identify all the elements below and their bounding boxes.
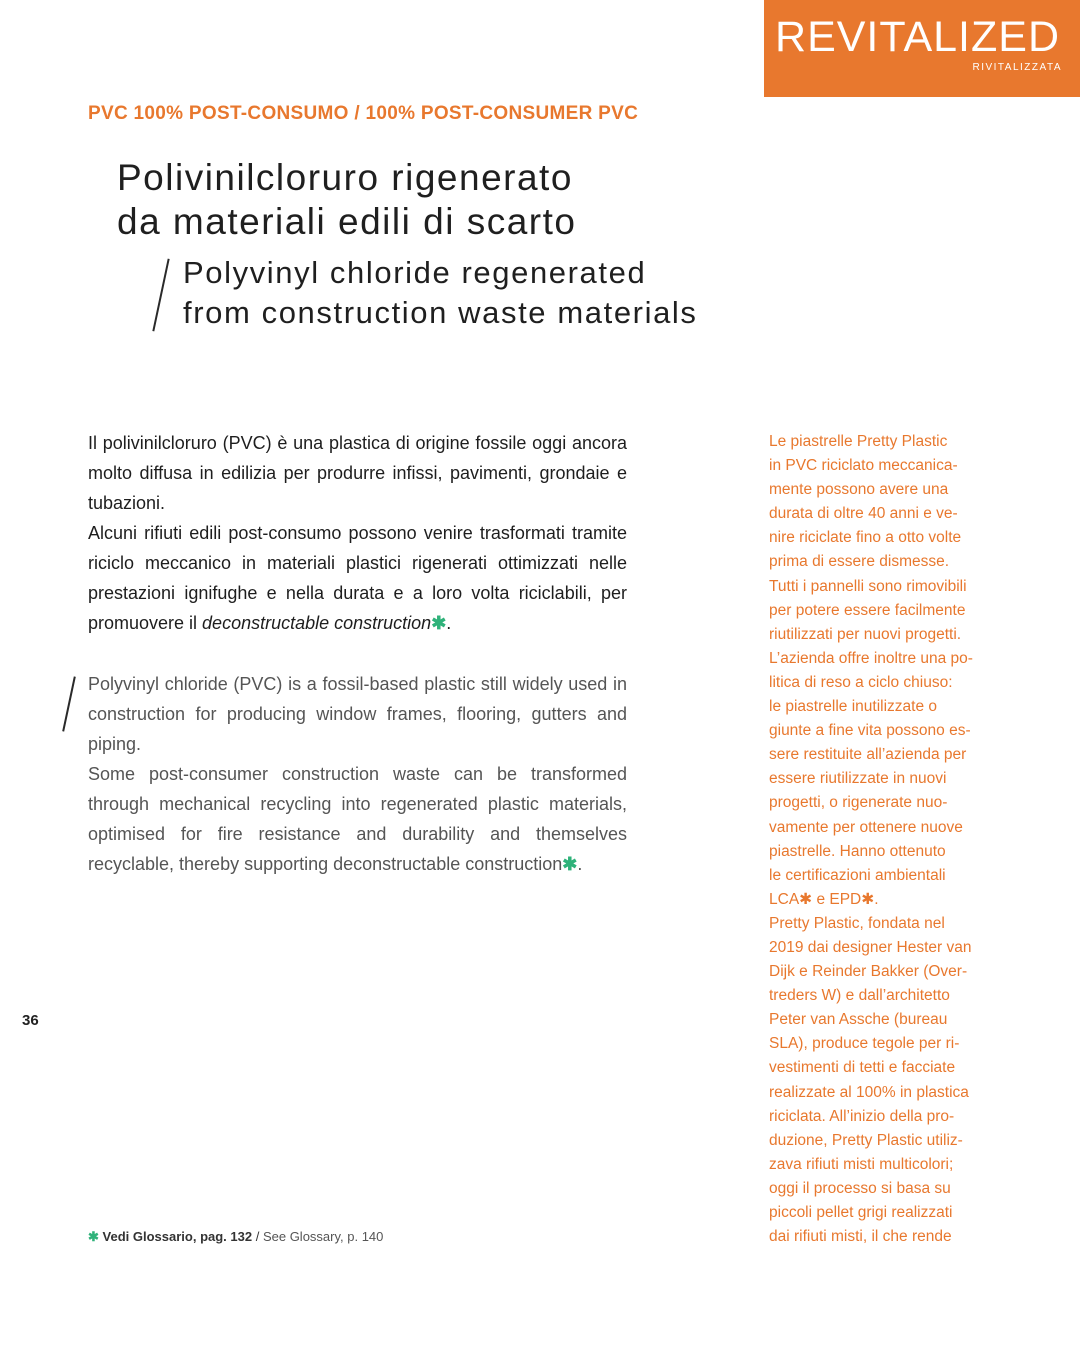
sidebar-line: 2019 dai designer Hester van	[769, 938, 972, 956]
sidebar-line: duzione, Pretty Plastic utiliz-	[769, 1131, 963, 1149]
glossary-asterisk-icon: ✱	[431, 613, 447, 633]
section-tab	[764, 0, 1080, 97]
title-english-line-2: from construction waste materials	[183, 295, 698, 330]
sidebar-line: le piastrelle inutilizzate o	[769, 698, 938, 716]
sidebar-line: vamente per ottenere nuove	[769, 818, 963, 836]
title-english-line-1: Polyvinyl chloride regenerated	[183, 255, 647, 290]
sidebar-line: Dijk e Reinder Bakker (Over-	[769, 963, 968, 981]
sidebar-line: in PVC riciclato meccanica-	[769, 457, 958, 475]
sidebar-text-column	[769, 430, 999, 1249]
sidebar-line: sere restituite all’azienda per	[769, 746, 967, 764]
sidebar-line: L’azienda offre inoltre una po-	[769, 649, 973, 667]
sidebar-line: zava rifiuti misti multicolori;	[769, 1155, 954, 1173]
sidebar-line: LCA✱ e EPD✱.	[769, 890, 879, 908]
kicker-heading: PVC 100% POST-CONSUMO / 100% POST-CONSUMER PVC	[88, 103, 639, 124]
italian-paragraph-2-end: .	[446, 613, 452, 633]
english-paragraph-2	[88, 759, 627, 879]
sidebar-line: essere riutilizzate in nuovi	[769, 770, 947, 788]
title-italian	[117, 156, 576, 244]
sidebar-line: mente possono avere una	[769, 481, 949, 499]
italian-paragraph-2-text: Alcuni rifiuti edili post-consumo possono venire trasformati tramite riciclo meccanico in materiali plastici rigenerati ottimizzati nelle prestazioni ignifughe e nella durata e a loro volta riciclabili, per promuovere il	[88, 523, 627, 633]
title-italian-line-2: da materiali edili di scarto	[117, 201, 577, 242]
sidebar-line: dai rifiuti misti, il che rende	[769, 1228, 952, 1246]
sidebar-line: Peter van Assche (bureau	[769, 1011, 948, 1029]
page-number: 36	[22, 1012, 39, 1029]
footnote-asterisk-icon: ✱	[88, 1229, 99, 1244]
glossary-asterisk-icon: ✱	[562, 854, 578, 874]
sidebar-line: per potere essere facilmente	[769, 601, 966, 619]
sidebar-line: riciclata. All’inizio della pro-	[769, 1107, 955, 1125]
italian-paragraph-2	[88, 518, 627, 638]
italian-term-deconstructable: deconstructable construction	[202, 613, 432, 633]
italian-paragraph-1: Il polivinilcloruro (PVC) è una plastica di origine fossile oggi ancora molto diffusa in edilizia per produrre infissi, pavimenti, grondaie e tubazioni.	[88, 433, 627, 513]
sidebar-line: nire riciclate fino a otto volte	[769, 529, 962, 547]
footnote-separator: /	[252, 1229, 263, 1244]
sidebar-line: SLA), produce tegole per ri-	[769, 1035, 960, 1053]
sidebar-line: oggi il processo si basa su	[769, 1179, 951, 1197]
sidebar-line: durata di oltre 40 anni e ve-	[769, 505, 958, 523]
sidebar-line: progetti, o rigenerate nuo-	[769, 794, 948, 812]
sidebar-line: Tutti i pannelli sono rimovibili	[769, 577, 967, 595]
sidebar-line: litica di reso a ciclo chiuso:	[769, 673, 953, 691]
sidebar-line: vestimenti di tetti e facciate	[769, 1059, 956, 1077]
sidebar-line: Le piastrelle Pretty Plastic	[769, 433, 948, 450]
title-english	[183, 253, 698, 333]
body-text-italian	[88, 428, 627, 638]
section-subtitle: RIVITALIZZATA	[972, 62, 1062, 73]
footnote-italian: Vedi Glossario, pag. 132	[102, 1229, 253, 1244]
sidebar-line: prima di essere dismesse.	[769, 553, 950, 571]
sidebar-line: treders W) e dall’architetto	[769, 987, 950, 1005]
english-paragraph-1: Polyvinyl chloride (PVC) is a fossil-based plastic still widely used in construction for producing window frames, flooring, gutters and piping.	[88, 674, 627, 754]
sidebar-line: piastrelle. Hanno ottenuto	[769, 842, 946, 860]
title-italian-line-1: Polivinilcloruro rigenerato	[117, 157, 573, 198]
english-paragraph-2-end: .	[577, 854, 583, 874]
sidebar-line: realizzate al 100% in plastica	[769, 1083, 969, 1101]
sidebar-line: riutilizzati per nuovi progetti.	[769, 625, 962, 643]
title-slash-divider	[152, 259, 169, 332]
body-text-english	[88, 669, 627, 879]
sidebar-line: Pretty Plastic, fondata nel	[769, 914, 945, 932]
footnote-english: See Glossary, p. 140	[262, 1229, 384, 1244]
sidebar-line: le certificazioni ambientali	[769, 866, 946, 884]
sidebar-line: giunte a fine vita possono es-	[769, 722, 971, 740]
section-title: REVITALIZED	[775, 13, 1060, 61]
sidebar-line: piccoli pellet grigi realizzati	[769, 1204, 953, 1221]
english-slash-divider	[62, 676, 76, 731]
english-paragraph-2-text: Some post-consumer construction waste can be transformed through mechanical recycling into regenerated plastic materials, optimised for fire resistance and durability and themselves recyclable, thereby supporting deconstructable construction	[88, 764, 627, 874]
footnote	[88, 1229, 383, 1245]
